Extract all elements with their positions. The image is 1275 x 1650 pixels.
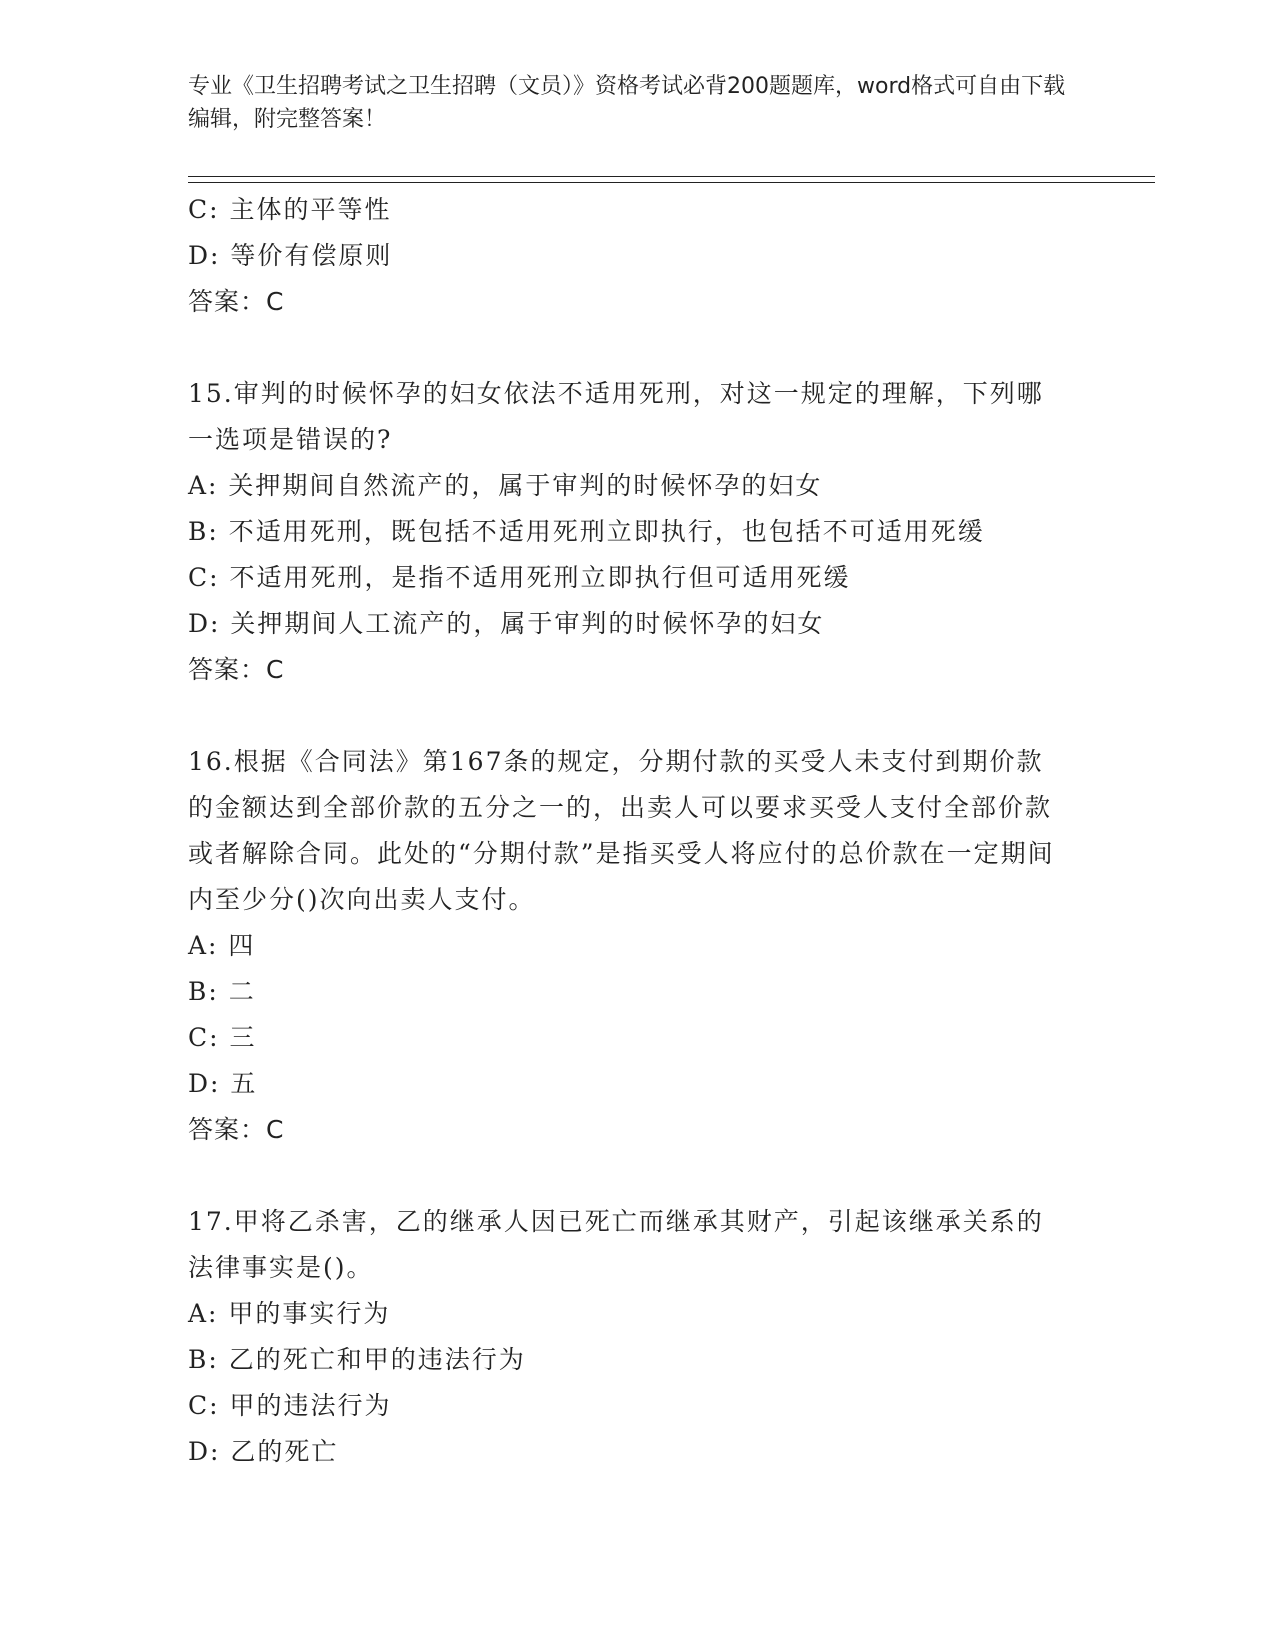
question-block-15 [188, 371, 1108, 693]
option-b: B: 乙的死亡和甲的违法行为 [188, 1345, 526, 1374]
option-c: C: 三 [188, 1023, 257, 1052]
answer-line: 答案：C [188, 655, 285, 684]
spacer [188, 325, 1108, 371]
option-a: A: 关押期间自然流产的，属于审判的时候怀孕的妇女 [188, 471, 823, 500]
option-b: B: 不适用死刑，既包括不适用死刑立即执行，也包括不可适用死缓 [188, 517, 985, 546]
spacer [188, 693, 1108, 739]
option-c: C: 甲的违法行为 [188, 1391, 392, 1420]
question-stem: 16.根据《合同法》第167条的规定，分期付款的买受人未支付到期价款的金额达到全部价款的五分之一的，出卖人可以要求买受人支付全部价款或者解除合同。此处的“分期付款”是指买受人将应付的总价款在一定期间内至少分()次向出卖人支付。 [188, 747, 1055, 914]
document-header: 专业《卫生招聘考试之卫生招聘（文员）》资格考试必背200题题库，word格式可自由下载编辑，附完整答案！ [188, 74, 1066, 132]
option-a: A: 四 [188, 931, 256, 960]
option-c: C: 不适用死刑，是指不适用死刑立即执行但可适用死缓 [188, 563, 851, 592]
question-stem: 15.审判的时候怀孕的妇女依法不适用死刑，对这一规定的理解，下列哪一选项是错误的? [188, 379, 1044, 454]
option-d: D: 五 [188, 1069, 258, 1098]
answer-line: 答案：C [188, 1115, 285, 1144]
option-d: D: 关押期间人工流产的，属于审判的时候怀孕的妇女 [188, 609, 825, 638]
header-divider-top [188, 176, 1155, 177]
option-d: D: 乙的死亡 [188, 1437, 339, 1466]
header-divider-bottom [188, 182, 1155, 183]
question-block-17 [188, 1199, 1108, 1475]
question-block-16 [188, 739, 1108, 1153]
option-b: B: 二 [188, 977, 256, 1006]
document-body [188, 187, 1108, 1475]
answer-line: 答案：C [188, 287, 285, 316]
option-d: D: 等价有偿原则 [188, 241, 393, 270]
question-stem: 17.甲将乙杀害，乙的继承人因已死亡而继承其财产，引起该继承关系的法律事实是()。 [188, 1207, 1044, 1282]
option-a: A: 甲的事实行为 [188, 1299, 391, 1328]
spacer [188, 1153, 1108, 1199]
option-c: C: 主体的平等性 [188, 195, 392, 224]
question-block-14 [188, 187, 1108, 325]
